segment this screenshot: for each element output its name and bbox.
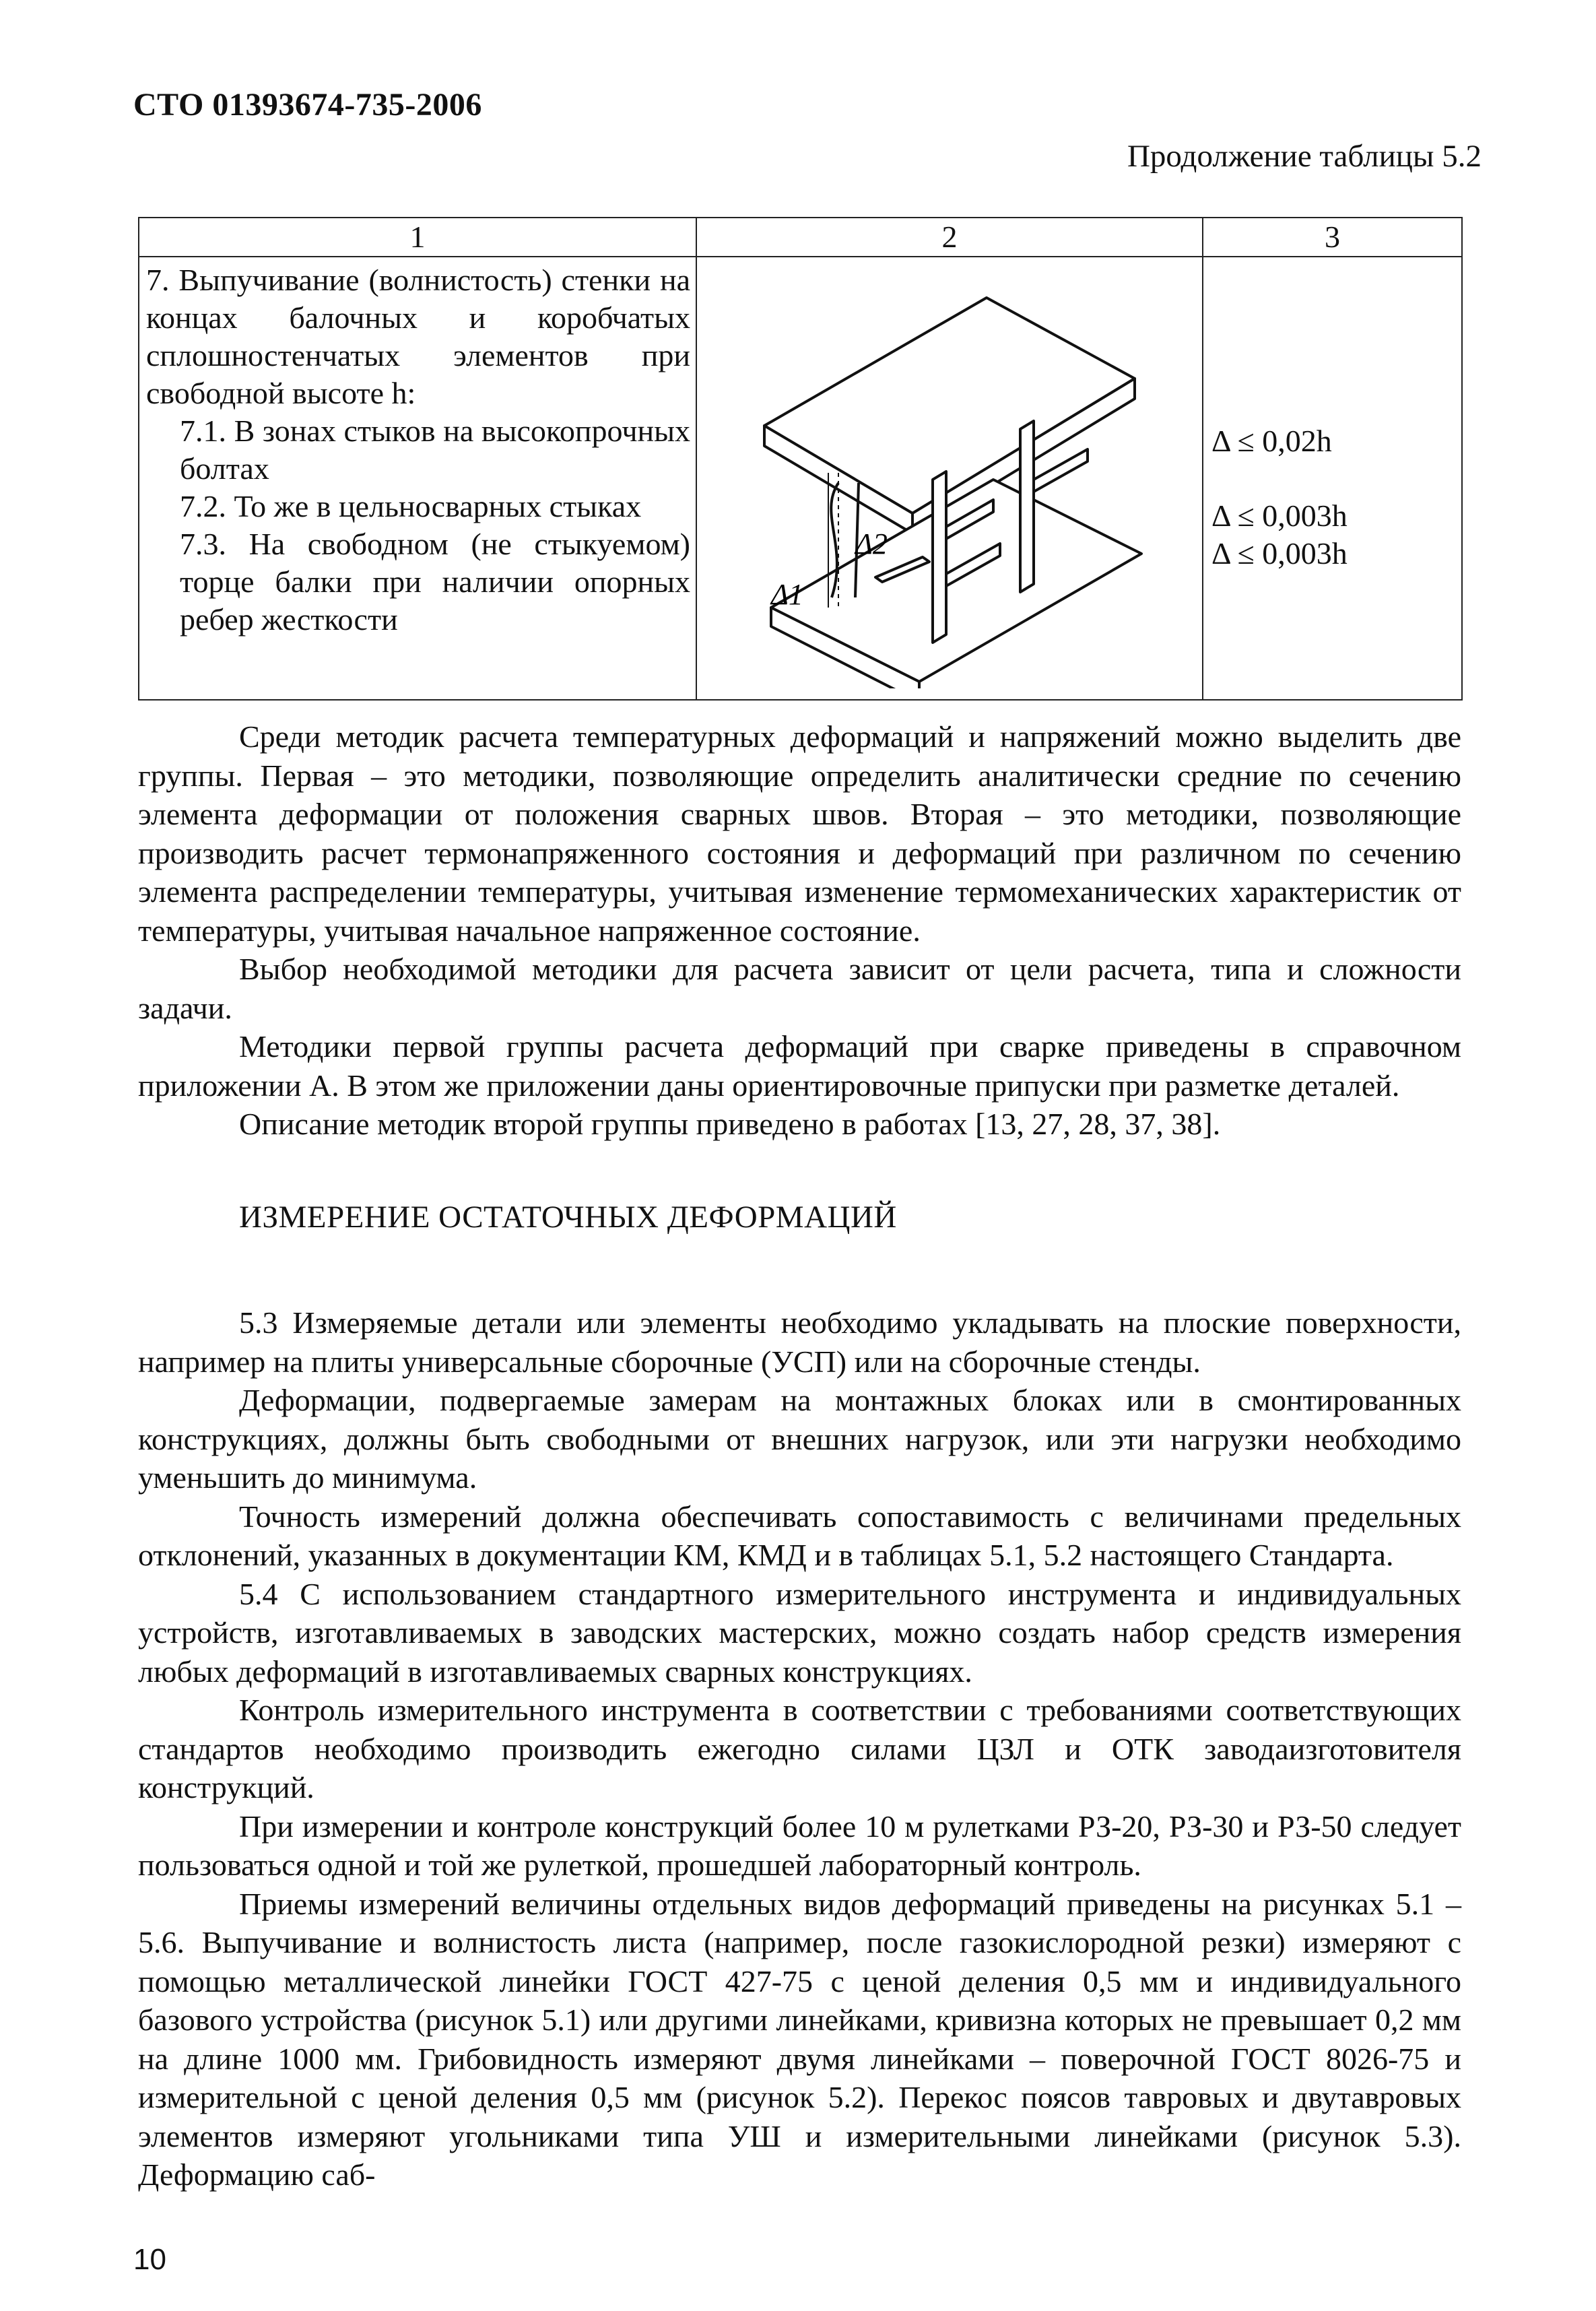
tolerance-7-1: Δ ≤ 0,02h (1211, 424, 1332, 458)
beam-web-buckling-figure (697, 257, 1203, 688)
paragraph: Контроль измерительного инструмента в соответствии с требованиями соответствующих стандартов необходимо производить ежегодно силами ЦЗЛ и ОТК заводаизготовителя конструкций. (138, 1693, 1461, 1804)
table-header-cell: 3 (1203, 218, 1462, 257)
table-row (139, 257, 1462, 700)
stiffener (933, 471, 946, 643)
paragraph: Среди методик расчета температурных деформаций и напряжений можно выделить две группы. Первая – это методики, позволяющие определить аналитически средние по сечению элемента деформации от положения сварных швов. Вторая – это методики, позволяющие производить расчет термонапряженного состояния и деформаций при различном по сечению элемента распределении температуры, учитывая изменение термомеханических характеристик от температуры, учитывая начальное напряженное состояние. (138, 719, 1461, 948)
paragraph: Описание методик второй группы приведено в работах [13, 27, 28, 37, 38]. (239, 1107, 1221, 1141)
page-number: 10 (133, 2243, 166, 2276)
paragraph: 5.3 Измеряемые детали или элементы необходимо укладывать на плоские поверхности, например на плиты универсальные сборочные (УСП) или на сборочные стенды. (138, 1305, 1461, 1379)
paragraph: Деформации, подвергаемые замерам на монтажных блоках или в смонтированных конструкциях, должны быть свободными от внешних нагрузок, или эти нагрузки необходимо уменьшить до минимума. (138, 1383, 1461, 1495)
item-7-3-text: 7.3. На свободном (не стыкуемом) торце балки при наличии опорных ребер жесткости (180, 527, 690, 637)
tolerance-7-3: Δ ≤ 0,003h (1211, 536, 1348, 571)
paragraph: Точность измерений должна обеспечивать сопоставимость с величинами предельных отклонений, указанных в документации КМ, КМД и в таблицах 5.1, 5.2 настоящего Стандарта. (138, 1499, 1461, 1572)
paragraph: 5.4 С использованием стандартного измерительного инструмента и индивидуальных устройств, изготавливаемых в заводских мастерских, можно создать набор средств измерения любых деформаций в изготавливаемых сварных конструкциях. (138, 1576, 1461, 1689)
deformation-description-cell (139, 257, 696, 700)
tolerance-7-2: Δ ≤ 0,003h (1211, 498, 1348, 533)
item-7-text: 7. Выпучивание (волнистость) стенки на концах балочных и коробчатых сплошностенчатых элементов при свободной высоте h: (146, 263, 690, 410)
paragraph: При измерении и контроле конструкций более 10 м рулетками РЗ-20, РЗ-30 и РЗ-50 следует пользоваться одной и той же рулеткой, прошедшей лабораторный контроль. (138, 1809, 1461, 1882)
top-flange (764, 298, 1135, 513)
beam-figure-cell (696, 257, 1203, 700)
table-header-cell: 1 (139, 218, 696, 257)
item-7-1-text: 7.1. В зонах стыков на высокопрочных болтах (180, 414, 690, 486)
body-text-block-2 (138, 1303, 1461, 2194)
body-text-block-1 (138, 717, 1461, 1144)
paragraph: Приемы измерений величины отдельных видов деформаций приведены на рисунках 5.1 – 5.6. Выпучивание и волнистость листа (например, после газокислородной резки) измеряют с помощью металлической линейки ГОСТ 427-75 с ценой деления 0,5 мм и индивидуального базового устройства (рисунок 5.1) или другими линейками, кривизна которых не превышает 0,2 мм на длине 1000 мм. Грибовидность измеряют двумя линейками – поверочной ГОСТ 8026-75 и измерительной с ценой деления 0,5 мм (рисунок 5.2). Перекос поясов тавровых и двутавровых элементов измеряют угольниками типа УШ и измерительными линейками (рисунок 5.3). Деформацию саб- (138, 1886, 1461, 2192)
paragraph: Методики первой группы расчета деформаций при сварке приведены в справочном приложении А. В этом же приложении даны ориентировочные припуски при разметке деталей. (138, 1029, 1461, 1103)
tolerance-cell (1203, 257, 1462, 700)
stiffener (1020, 421, 1034, 592)
document-code: СТО 01393674-735-2006 (133, 87, 482, 123)
delta-1-label: Δ1 (771, 578, 803, 611)
paragraph: Выбор необходимой методики для расчета зависит от цели расчета, типа и сложности задачи. (138, 952, 1461, 1025)
section-heading: ИЗМЕРЕНИЕ ОСТАТОЧНЫХ ДЕФОРМАЦИЙ (239, 1200, 897, 1235)
table-header-cell: 2 (696, 218, 1203, 257)
table-header-row (139, 218, 1462, 257)
item-7-2-text: 7.2. То же в цельносварных стыках (180, 489, 642, 523)
table-continuation-label: Продолжение таблицы 5.2 (1127, 139, 1482, 174)
tolerance-table (138, 217, 1463, 701)
delta-2-label: Δ2 (855, 527, 888, 560)
